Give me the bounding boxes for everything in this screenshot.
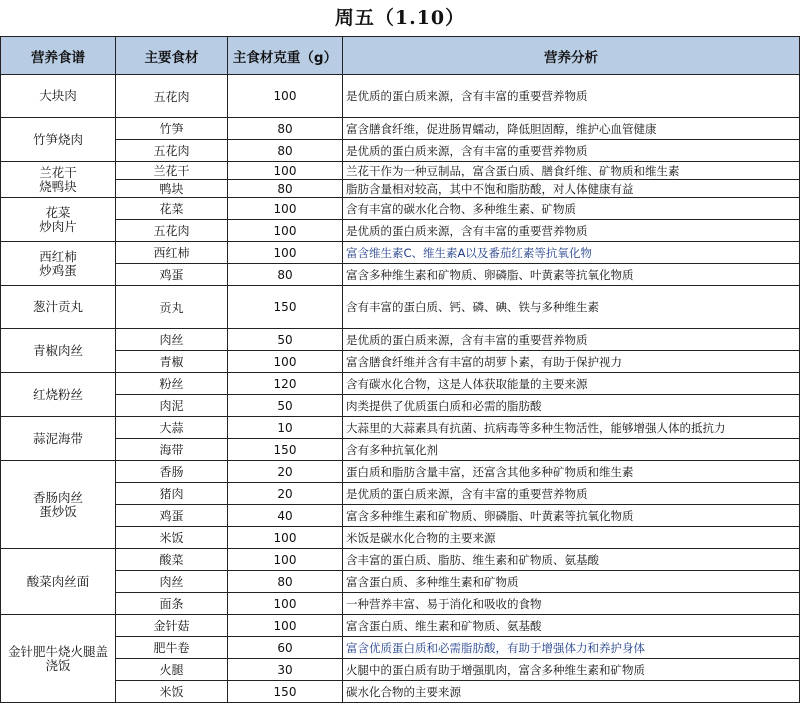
weight-cell: 50 [228,329,343,351]
dish-name-line: 兰花干 [39,164,77,180]
table-row [1,162,800,180]
header-row [1,37,800,75]
dish-name-line: 蛋炒饭 [39,503,77,519]
dish-name-line: 炒肉片 [39,218,77,234]
ingredient-cell: 米饭 [116,681,228,703]
weight-cell: 150 [228,681,343,703]
analysis-cell: 富含优质蛋白质和必需脂肪酸，有助于增强体力和养护身体 [343,637,800,659]
table-row [1,615,800,637]
weight-cell: 120 [228,373,343,395]
ingredient-cell: 面条 [116,593,228,615]
analysis-cell: 火腿中的蛋白质有助于增强肌肉，富含多种维生素和矿物质 [343,659,800,681]
ingredient-cell: 肉丝 [116,571,228,593]
dish-name-cell [1,549,116,615]
analysis-cell: 是优质的蛋白质来源，含有丰富的重要营养物质 [343,75,800,118]
ingredient-cell: 鸡蛋 [116,505,228,527]
dish-name-line: 炒鸡蛋 [39,262,77,278]
table-row [1,198,800,220]
table-row [1,220,800,242]
table-row [1,264,800,286]
table-row [1,395,800,417]
header-analysis: 营养分析 [343,37,800,75]
table-row [1,286,800,329]
analysis-cell: 含有丰富的碳水化合物、多种维生素、矿物质 [343,198,800,220]
ingredient-cell: 大蒜 [116,417,228,439]
table-row [1,483,800,505]
weight-cell: 20 [228,483,343,505]
weight-cell: 50 [228,395,343,417]
analysis-cell: 含有多种抗氧化剂 [343,439,800,461]
table-body [1,75,800,703]
ingredient-cell: 米饭 [116,527,228,549]
analysis-cell: 富含蛋白质、维生素和矿物质、氨基酸 [343,615,800,637]
ingredient-cell: 花菜 [116,198,228,220]
analysis-cell: 蛋白质和脂肪含量丰富，还富含其他多种矿物质和维生素 [343,461,800,483]
table-row [1,439,800,461]
ingredient-cell: 酸菜 [116,549,228,571]
dish-name-cell [1,75,116,118]
ingredient-cell: 肉丝 [116,329,228,351]
weight-cell: 150 [228,439,343,461]
dish-name-line: 红烧粉丝 [32,386,83,402]
dish-name-line: 浇饭 [45,657,71,673]
weight-cell: 100 [228,242,343,264]
dish-name-line: 烧鸭块 [39,178,77,194]
ingredient-cell: 鸭块 [116,180,228,198]
dish-name-line: 西红柿 [39,248,77,264]
ingredient-cell: 五花肉 [116,140,228,162]
ingredient-cell: 肉泥 [116,395,228,417]
ingredient-cell: 香肠 [116,461,228,483]
analysis-cell: 兰花干作为一种豆制品，富含蛋白质、膳食纤维、矿物质和维生素 [343,162,800,180]
dish-name-cell [1,329,116,373]
weight-cell: 40 [228,505,343,527]
dish-name-cell [1,615,116,703]
table-row [1,461,800,483]
table-row [1,417,800,439]
dish-name-cell [1,118,116,162]
header-recipe: 营养食谱 [1,37,116,75]
dish-name-cell [1,373,116,417]
dish-name-line: 金针肥牛烧火腿盖 [7,643,108,659]
weight-cell: 80 [228,180,343,198]
analysis-cell: 是优质的蛋白质来源，含有丰富的重要营养物质 [343,483,800,505]
dish-name-line: 酸菜肉丝面 [26,573,90,589]
ingredient-cell: 海带 [116,439,228,461]
table-row [1,527,800,549]
analysis-cell: 大蒜里的大蒜素具有抗菌、抗病毒等多种生物活性，能够增强人体的抵抗力 [343,417,800,439]
weight-cell: 60 [228,637,343,659]
weight-cell: 100 [228,593,343,615]
table-row [1,373,800,395]
ingredient-cell: 肥牛卷 [116,637,228,659]
ingredient-cell: 鸡蛋 [116,264,228,286]
weight-cell: 80 [228,140,343,162]
dish-name-cell [1,162,116,198]
analysis-cell: 肉类提供了优质蛋白质和必需的脂肪酸 [343,395,800,417]
analysis-cell: 脂肪含量相对较高，其中不饱和脂肪酸，对人体健康有益 [343,180,800,198]
weight-cell: 100 [228,549,343,571]
analysis-cell: 富含维生素C、维生素A以及番茄红素等抗氧化物 [343,242,800,264]
ingredient-cell: 兰花干 [116,162,228,180]
analysis-cell: 碳水化合物的主要来源 [343,681,800,703]
ingredient-cell: 西红柿 [116,242,228,264]
dish-name-line: 青椒肉丝 [32,342,83,358]
table-row [1,329,800,351]
weight-cell: 100 [228,198,343,220]
ingredient-cell: 青椒 [116,351,228,373]
ingredient-cell: 贡丸 [116,286,228,329]
weight-cell: 100 [228,75,343,118]
table-row [1,659,800,681]
weight-cell: 20 [228,461,343,483]
header-weight: 主食材克重（g） [228,37,343,75]
analysis-cell: 含有丰富的蛋白质、钙、磷、碘、铁与多种维生素 [343,286,800,329]
table-row [1,140,800,162]
analysis-cell: 一种营养丰富、易于消化和吸收的食物 [343,593,800,615]
dish-name-cell [1,417,116,461]
analysis-cell: 富含膳食纤维，促进肠胃蠕动，降低胆固醇，维护心血管健康 [343,118,800,140]
table-row [1,75,800,118]
table-row [1,351,800,373]
weight-cell: 100 [228,351,343,373]
weight-cell: 100 [228,615,343,637]
dish-name-cell [1,286,116,329]
analysis-cell: 米饭是碳水化合物的主要来源 [343,527,800,549]
weight-cell: 80 [228,264,343,286]
dish-name-cell [1,461,116,549]
ingredient-cell: 竹笋 [116,118,228,140]
weight-cell: 30 [228,659,343,681]
dish-name-cell [1,198,116,242]
weight-cell: 100 [228,162,343,180]
weight-cell: 150 [228,286,343,329]
table-row [1,637,800,659]
ingredient-cell: 五花肉 [116,75,228,118]
analysis-cell: 富含多种维生素和矿物质、卵磷脂、叶黄素等抗氧化物质 [343,505,800,527]
weight-cell: 10 [228,417,343,439]
dish-name-line: 花菜 [45,204,71,220]
dish-name-line: 蒜泥海带 [32,430,83,446]
dish-name-cell [1,242,116,286]
ingredient-cell: 粉丝 [116,373,228,395]
table-row [1,180,800,198]
table-row [1,505,800,527]
table-row [1,549,800,571]
analysis-cell: 是优质的蛋白质来源，含有丰富的重要营养物质 [343,140,800,162]
table-row [1,242,800,264]
menu-table [0,36,800,703]
analysis-cell: 含有碳水化合物，这是人体获取能量的主要来源 [343,373,800,395]
analysis-cell: 富含膳食纤维并含有丰富的胡萝卜素，有助于保护视力 [343,351,800,373]
ingredient-cell: 火腿 [116,659,228,681]
dish-name-line: 竹笋烧肉 [32,131,83,147]
table-row [1,593,800,615]
table-row [1,118,800,140]
weight-cell: 80 [228,118,343,140]
dish-name-line: 香肠肉丝 [32,489,83,505]
header-ingredient: 主要食材 [116,37,228,75]
weight-cell: 100 [228,220,343,242]
ingredient-cell: 金针菇 [116,615,228,637]
analysis-cell: 富含多种维生素和矿物质、卵磷脂、叶黄素等抗氧化物质 [343,264,800,286]
analysis-cell: 富含蛋白质、多种维生素和矿物质 [343,571,800,593]
page-title: 周五（1.10） [334,7,466,29]
ingredient-cell: 五花肉 [116,220,228,242]
analysis-cell: 含丰富的蛋白质、脂肪、维生素和矿物质、氨基酸 [343,549,800,571]
dish-name-line: 大块肉 [39,88,77,103]
weight-cell: 80 [228,571,343,593]
dish-name-line: 葱汁贡丸 [32,299,83,314]
analysis-cell: 是优质的蛋白质来源，含有丰富的重要营养物质 [343,329,800,351]
table-row [1,681,800,703]
weight-cell: 100 [228,527,343,549]
ingredient-cell: 猪肉 [116,483,228,505]
table-row [1,571,800,593]
analysis-cell: 是优质的蛋白质来源，含有丰富的重要营养物质 [343,220,800,242]
